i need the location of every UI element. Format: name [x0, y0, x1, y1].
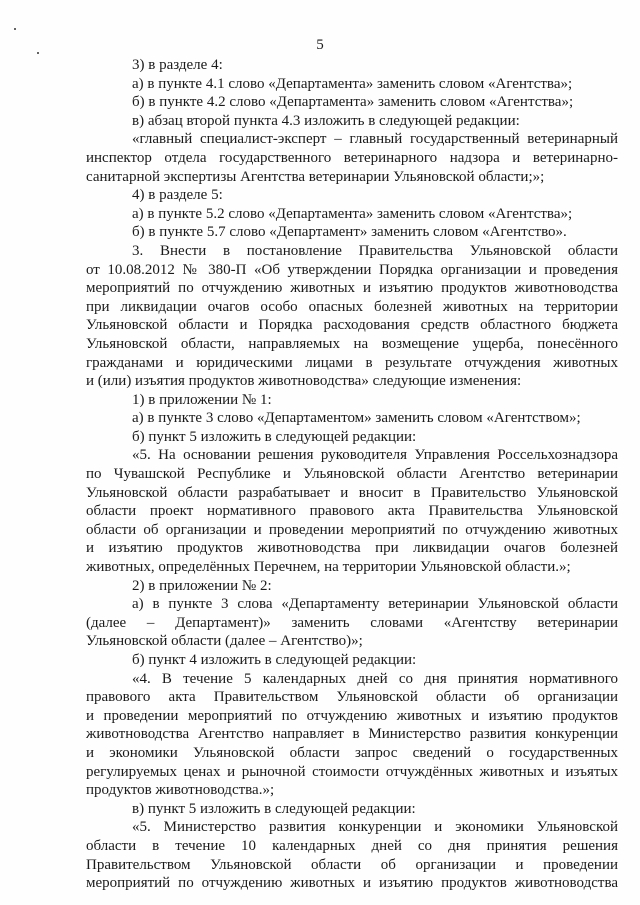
document-line: «4. В течение 5 календарных дней со дня принятия нормативного — [132, 670, 618, 687]
document-line: б) в пункте 4.2 слово «Департамента» заменить словом «Агентства»; — [132, 94, 574, 111]
document-line: Ульяновской области и Порядка расходования средств областного бюджета — [86, 317, 618, 334]
document-line: гражданами и юридическими лицами в результате отчуждения животных — [86, 354, 618, 371]
document-line: области в течение 10 календарных дней со дня принятия решения — [86, 837, 618, 854]
document-line: б) пункт 4 изложить в следующей редакции: — [132, 652, 417, 668]
document-line: мероприятий по отчуждению животных и изъятию продуктов животноводства — [86, 875, 618, 892]
document-line: и экономики Ульяновской области запрос сведений о государственных — [86, 744, 618, 761]
document-line: 2) в приложении № 2: — [132, 577, 272, 594]
document-line: животноводства Агентство направляет в Министерство развития конкуренции — [86, 726, 618, 743]
document-line: а) в пункте 3 слово «Департаментом» заменить словом «Агентством»; — [132, 410, 581, 427]
document-line: от 10.08.2012 № 380-П «Об утверждении Порядка организации и проведения — [86, 261, 618, 278]
document-line: «главный специалист-эксперт – главный государственный ветеринарный — [132, 131, 618, 148]
document-line: в) пункт 5 изложить в следующей редакции: — [132, 800, 416, 817]
document-line: мероприятий по отчуждению животных и изъятию продуктов животноводства — [86, 280, 618, 297]
document-body — [86, 56, 618, 893]
document-line: Правительством Ульяновской области об организации и проведении — [86, 856, 618, 873]
document-line: в) абзац второй пункта 4.3 изложить в следующей редакции: — [132, 112, 520, 129]
document-line: санитарной экспертизы Агентства ветеринарии Ульяновской области;»; — [86, 168, 545, 185]
document-line: при ликвидации очагов особо опасных болезней животных на территории — [86, 298, 618, 315]
document-line: области об организации и проведении мероприятий по отчуждению животных — [86, 521, 618, 538]
document-line: 1) в приложении № 1: — [132, 391, 272, 408]
document-line: 3) в разделе 4: — [132, 57, 223, 73]
document-line: 3. Внести в постановление Правительства Ульяновской области — [132, 242, 618, 259]
document-line: правового акта Правительством Ульяновской области об организации — [86, 689, 618, 706]
document-line: области проект нормативного правового акта Правительства Ульяновской — [86, 503, 618, 520]
document-line: «5. Министерство развития конкуренции и экономики Ульяновской — [132, 819, 618, 836]
document-line: а) в пункте 4.1 слово «Департамента» заменить словом «Агентства»; — [132, 75, 573, 92]
document-line: по Чувашской Республике и Ульяновской области Агентство ветеринарии — [86, 466, 618, 483]
document-line: 4) в разделе 5: — [132, 187, 223, 204]
document-line: Ульяновской области, направляемых на возмещение ущерба, понесённого — [86, 335, 618, 352]
document-line: и проведении мероприятий по отчуждению животных и изъятию продуктов — [86, 707, 618, 724]
document-line: инспектор отдела государственного ветеринарного надзора и ветеринарно- — [86, 149, 618, 166]
document-line: и изъятию продуктов животноводства при ликвидации очагов болезней — [86, 540, 618, 557]
document-line: и (или) изъятия продуктов животноводства» следующие изменения: — [86, 373, 522, 390]
scan-speck — [14, 28, 16, 30]
document-line: (далее – Департамент)» заменить словами «Агентству ветеринарии — [86, 614, 618, 631]
document-line: Ульяновской области разрабатывает и вносит в Правительство Ульяновской — [86, 484, 618, 501]
document-line: «5. На основании решения руководителя Управления Россельхознадзора — [132, 447, 618, 464]
page-number: 5 — [316, 37, 324, 53]
document-line: регулируемых ценах и рыночной стоимости отчуждённых животных и изъятых — [86, 763, 618, 780]
document-line: а) в пункте 5.2 слово «Департамента» заменить словом «Агентства»; — [132, 205, 573, 222]
document-line: б) в пункте 5.7 слово «Департамент» заменить словом «Агентство». — [132, 224, 567, 241]
document-line: Ульяновской области (далее – Агентство)»; — [86, 633, 363, 650]
document-line: б) пункт 5 изложить в следующей редакции: — [132, 428, 417, 445]
document-line: продуктов животноводства.»; — [86, 782, 275, 799]
document-line: а) в пункте 3 слова «Департаменту ветеринарии Ульяновской области — [132, 596, 618, 613]
document-line: животных, определённых Перечнем, на территории Ульяновской области.»; — [86, 559, 571, 576]
